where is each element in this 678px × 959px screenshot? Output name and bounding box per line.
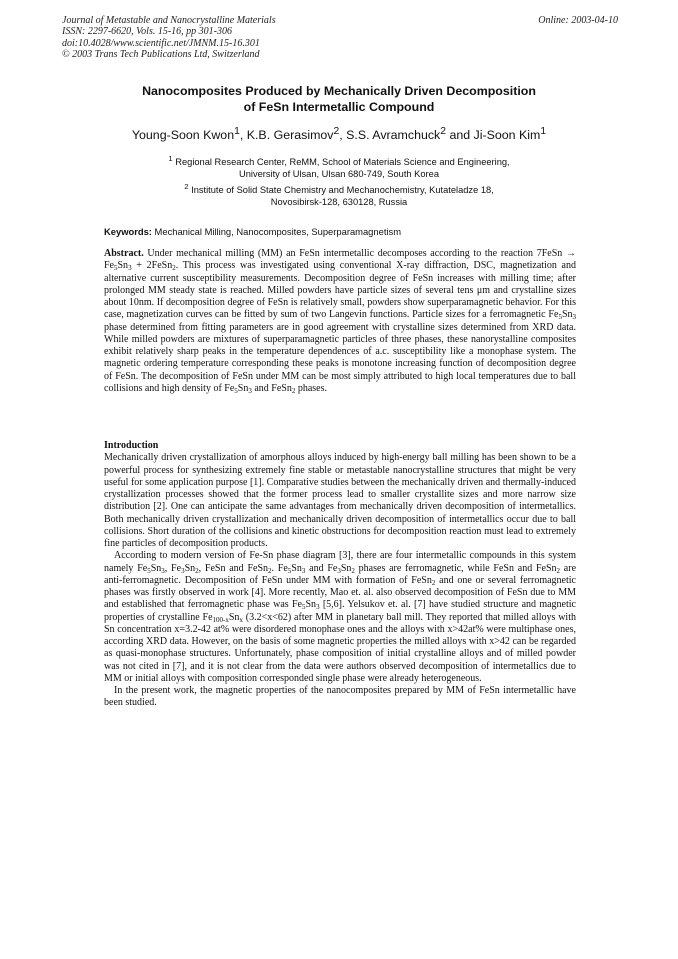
- affiliation-2: [60, 181, 618, 209]
- subscript: 3: [572, 313, 576, 322]
- abstract-text: phase determined from fitting parameters are in good agreement with crystalline sizes determined from XRD data. While milled powders are mixtures of superparamagnetic particles of three phases, these nanorystalline composites exhibit relatively sharp peaks in the temperature dependences of a.c. susceptibility like a monophase system. The magnetic ordering temperature corresponding these peaks is monotone increasing function of decomposition degree of FeSn. The decomposition of FeSn under MM can be most simply attributed to high local temperatures due to ball collisions and high density of Fe: [104, 321, 576, 394]
- title-line-2: of FeSn Intermetallic Compound: [243, 99, 435, 114]
- introduction-section: [104, 440, 576, 710]
- section-heading: Introduction: [104, 440, 159, 451]
- journal-name: Journal of Metastable and Nanocrystalline Materials: [62, 15, 276, 26]
- subscript: 5: [114, 264, 118, 273]
- abstract-text: Sn: [237, 382, 249, 394]
- paragraph: Mechanically driven crystallization of amorphous alloys induced by high-energy ball milling has been shown to be a powerful process for synthesizing extremely fine stable or metastable nanocrystalline structures that might be very useful for some application purpose [1]. Comparative studies between the mechanically driven and thermally-induced crystallization processes showed that the former process lead to smaller crystallite sizes and more narrow size distribution [2]. One can anticipate the same advantages from mechanically driven decomposition of intermetallics. Both mechanically driven crystallization and mechanically driven decomposition of intermetallics occur due to ball collisions. Short duration of the collisions and kinetic obstructions for decomposition reaction must lead to extremely fine particles of decomposition products.: [104, 452, 576, 549]
- author-name: and Ji-Soon Kim: [446, 128, 541, 143]
- title-line-1: Nanocomposites Produced by Mechanically Driven Decomposition: [142, 84, 536, 98]
- author-name: , S.S. Avramchuck: [339, 128, 441, 143]
- abstract-text: phases.: [295, 382, 328, 394]
- paragraph: In the present work, the magnetic properties of the nanocomposites prepared by MM of FeSn intermetallic have been studied.: [104, 685, 576, 709]
- affiliation-mark: 2: [333, 126, 340, 137]
- affiliation-text: University of Ulsan, Ulsan 680-749, South Korea: [239, 169, 439, 180]
- issn-line: ISSN: 2297-6620, Vols. 15-16, pp 301-306: [62, 26, 232, 38]
- subscript: 2: [172, 264, 176, 273]
- paper-title: [60, 84, 618, 115]
- abstract-text: Sn: [561, 309, 573, 321]
- keywords-label: Keywords:: [104, 226, 152, 237]
- author-name: , K.B. Gerasimov: [239, 128, 334, 143]
- affiliation-mark: 1: [540, 126, 547, 137]
- subscript: 3: [128, 264, 132, 273]
- paragraph: According to modern version of Fe-Sn phase diagram [3], there are four intermetallic compounds in this system namely $Fe_5Sn_3$, $Fe_3Sn_2$, FeSn and FeSn$_2$. $Fe_5Sn_3$ and $Fe_3Sn_2$ phases are ferromagnetic, while FeSn and FeSn$_2$ are anti-ferromagnetic. Decomposition of FeSn under MM with formation of FeSn$_2$ and one or several ferromagnetic phases was firstly observed in work [4]. More recently, Mao et. al. also observed decomposition of FeSn due to MM and established that ferromagnetic phase was $Fe_5Sn_3$ [5,6]. Yelsukov et. al. [7] have studied structure and magnetic properties of crystalline $Fe_{100-x}Sn_x$ (3.2<x<62) after MM in planetary ball mill. They reported that milled alloys with Sn concentration x=3.2-42 at% were disordered monophase ones and the alloys with x>42at% were multiphase ones, according XRD data. However, on the basis of some magnetic properties the milled alloys with x>42 can be regarded as quasi-monophase structures. Unfortunately, phase composition of initial crystalline alloys and of milled powder was not cited in [7], and it is not clear from the data were authors observed decomposition of intermetallics due to MM or initial alloys with composition corresponded single phase were already heterogeneous.: [104, 550, 577, 684]
- keywords: [104, 226, 401, 237]
- online-date: Online: 2003-04-10: [538, 15, 618, 26]
- abstract-text: . This process was investigated using conventional X-ray diffraction, DSC, magnetization and alternative current susceptibility measurements. Decomposition degree of FeSn increases with milling time; after prolonged MM steady state is reached. Milled powders have particle sizes of several tens μm and crystalline sizes about 10nm. If decomposition degree of FeSn is relatively small, powders show superparamagnetic behavior. For this case, magnetization curves can be fitted by sum of two Langevin functions. Particle sizes for a ferromagnetic Fe: [104, 260, 577, 321]
- affiliation-text: Institute of Solid State Chemistry and Mechanochemistry, Kutateladze 18,: [188, 185, 494, 196]
- affiliation-mark: 1: [234, 126, 240, 137]
- abstract-label: Abstract.: [104, 248, 144, 259]
- affiliation-text: Novosibirsk-128, 630128, Russia: [270, 197, 408, 208]
- abstract-text: Sn: [117, 260, 129, 272]
- subscript: 3: [248, 386, 252, 395]
- subscript: 5: [234, 386, 238, 395]
- abstract-text: and FeSn: [251, 382, 292, 394]
- abstract-text: + 2FeSn: [131, 260, 173, 272]
- affiliation-mark: 2: [440, 126, 446, 137]
- abstract: [104, 248, 576, 395]
- subscript: 5: [558, 313, 562, 322]
- doi-line: doi:10.4028/www.scientific.net/JMNM.15-16.301: [62, 37, 260, 49]
- keywords-text: Mechanical Milling, Nanocomposites, Superparamagnetism: [151, 226, 402, 237]
- journal-header: [62, 15, 276, 61]
- affiliation-1: [60, 153, 618, 181]
- abstract-text: Under mechanical milling (MM) an FeSn intermetallic decomposes according to the reaction 7FeSn → Fe: [104, 248, 576, 272]
- affiliation-number: 2: [184, 182, 189, 191]
- author-list: [60, 126, 618, 142]
- affiliation-text: Regional Research Center, ReMM, School of Materials Science and Engineering,: [172, 157, 510, 168]
- copyright-line: © 2003 Trans Tech Publications Ltd, Switzerland: [62, 49, 260, 61]
- affiliation-number: 1: [168, 154, 173, 163]
- subscript: 2: [291, 386, 296, 395]
- author-name: Young-Soon Kwon: [131, 128, 235, 143]
